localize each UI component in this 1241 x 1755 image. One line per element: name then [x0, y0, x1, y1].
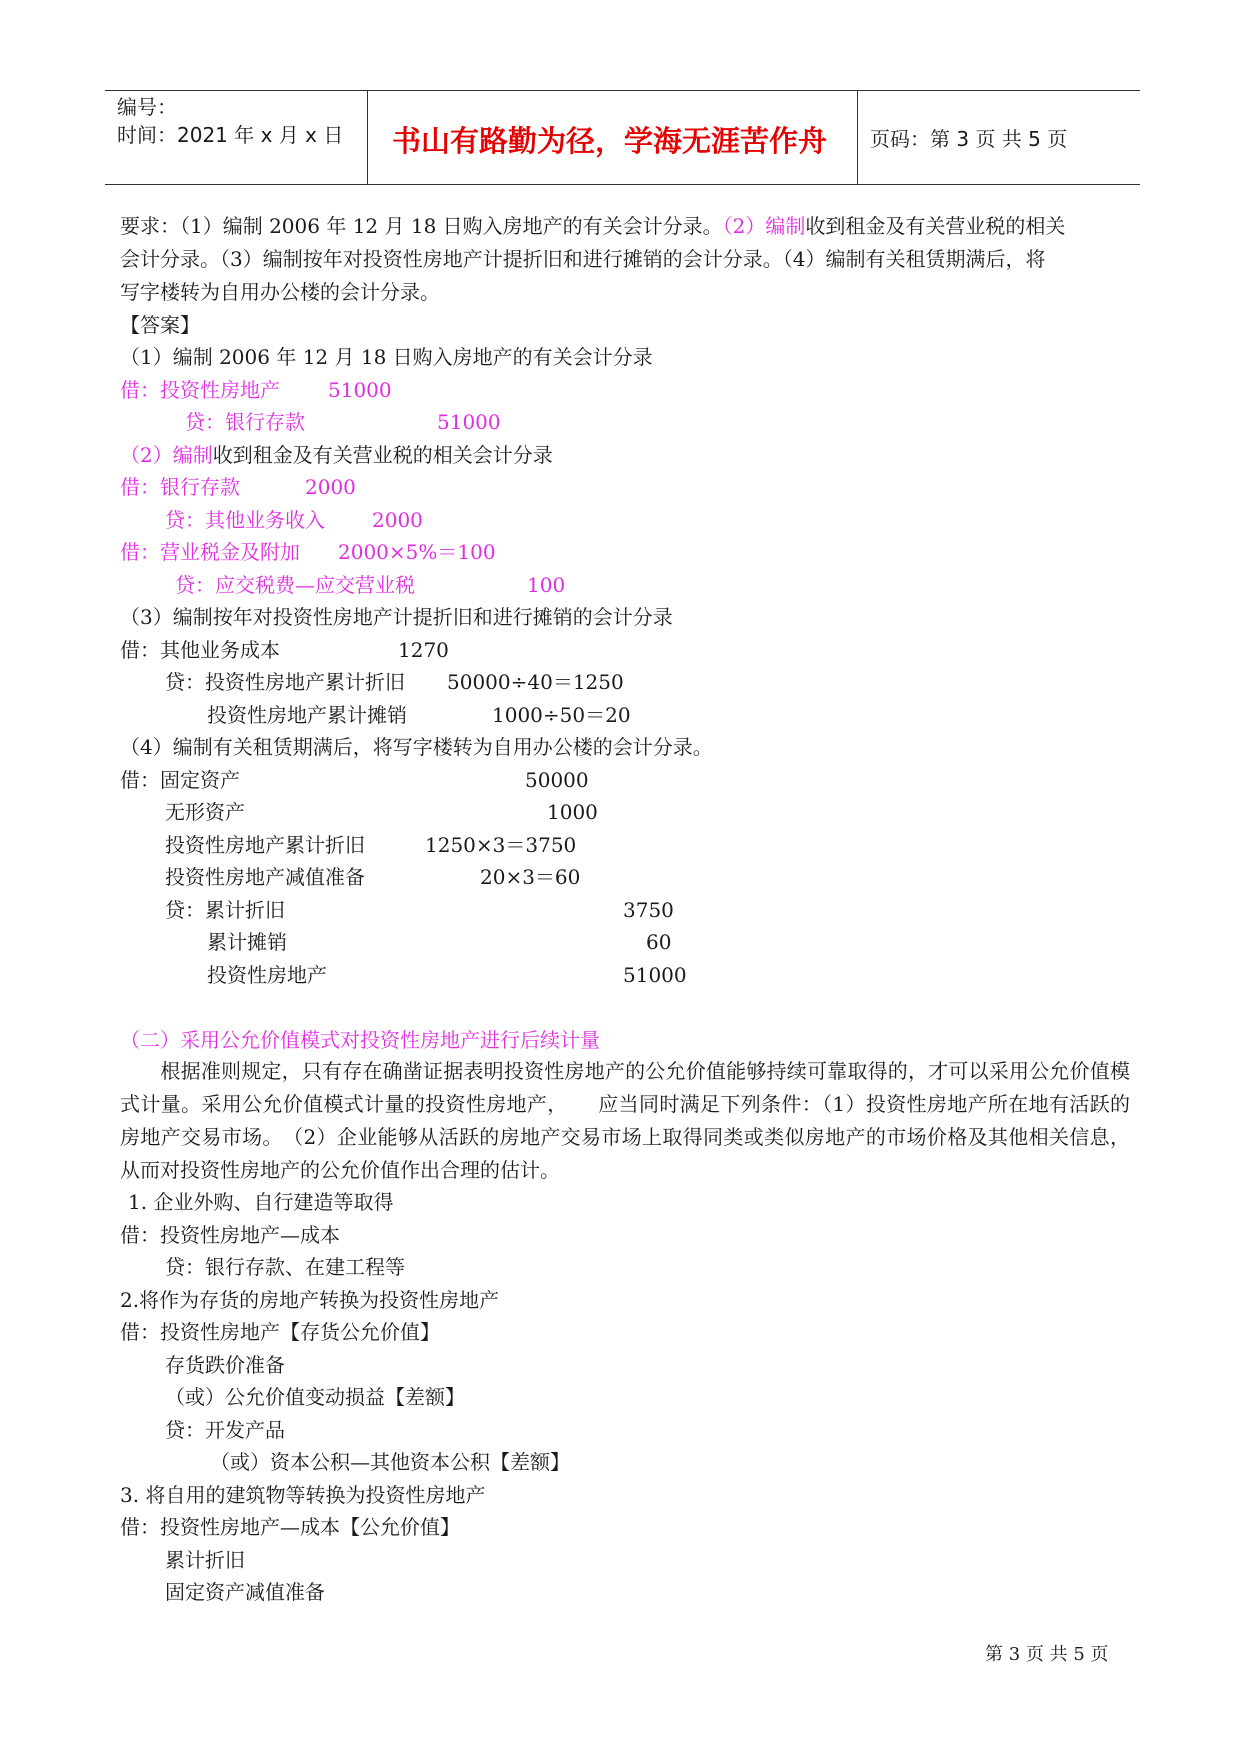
- entry-label: 贷：银行存款、在建工程等: [165, 1255, 405, 1279]
- entry-label: 贷：银行存款: [185, 410, 305, 434]
- entry-value: 60: [646, 930, 672, 954]
- entry-value: 100: [527, 573, 566, 597]
- entry-label: （或）资本公积—其他资本公积【差额】: [210, 1450, 570, 1474]
- requirement-line: 写字楼转为自用办公楼的会计分录。: [120, 280, 440, 304]
- section-title: （3）编制按年对投资性房地产计提折旧和进行摊销的会计分录: [120, 605, 673, 629]
- entry-value: 20×3＝60: [480, 865, 581, 889]
- entry-value: 2000: [305, 475, 356, 499]
- entry-value: 51000: [437, 410, 501, 434]
- entry-label: 固定资产减值准备: [165, 1580, 325, 1604]
- entry-label: 投资性房地产累计折旧: [165, 833, 365, 857]
- fair-value-paragraph: 根据准则规定，只有存在确凿证据表明投资性房地产的公允价值能够持续可靠取得的，才可以采用公允价值模式计量。采用公允价值模式计量的投资性房地产， 应当同时满足下列条件：（1）投资性房地产所在地有活跃的房地产交易市场。 （2）企业能够从活跃的房地产交易市场上取得同类或类似房地产的市场价格及其他相关信息，从而对投资性房地产的公允价值作出合理的估计。: [120, 1059, 1130, 1182]
- entry-value: 1000: [547, 800, 598, 824]
- list-item: 3. 将自用的建筑物等转换为投资性房地产: [120, 1483, 486, 1507]
- entry-value: 51000: [623, 963, 687, 987]
- header-page-number: 页码：第 3 页 共 5 页: [870, 127, 1068, 151]
- entry-label: 借：投资性房地产—成本【公允价值】: [120, 1515, 460, 1539]
- header-motto: 书山有路勤为径，学海无涯苦作舟: [391, 124, 827, 158]
- time-label: 时间：2021 年 x 月 x 日: [117, 123, 344, 147]
- entry-value: 3750: [623, 898, 674, 922]
- section-title: （2）编制收到租金及有关营业税的相关会计分录: [120, 443, 553, 467]
- entry-value: 50000: [525, 768, 589, 792]
- list-item: 2.将作为存货的房地产转换为投资性房地产: [120, 1288, 500, 1312]
- entry-value: 1250×3＝3750: [425, 833, 577, 857]
- entry-label: 借：银行存款: [120, 475, 240, 499]
- section-heading: （二）采用公允价值模式对投资性房地产进行后续计量: [120, 1028, 600, 1052]
- entry-label: 投资性房地产: [207, 963, 327, 987]
- requirement-line: 会计分录。（3）编制按年对投资性房地产计提折旧和进行摊销的会计分录。（4）编制有关租赁期满后，将: [120, 247, 1046, 271]
- header-divider: [857, 91, 858, 184]
- entry-label: 借：固定资产: [120, 768, 240, 792]
- entry-label: 借：营业税金及附加: [120, 540, 300, 564]
- entry-value: 1000÷50＝20: [492, 703, 631, 727]
- entry-value: 1270: [398, 638, 449, 662]
- entry-label: 借：其他业务成本: [120, 638, 280, 662]
- entry-label: 累计摊销: [207, 930, 287, 954]
- answer-heading: 【答案】: [120, 313, 200, 337]
- entry-label: 无形资产: [165, 800, 245, 824]
- entry-value: 51000: [328, 378, 392, 402]
- entry-label: 贷：投资性房地产累计折旧: [165, 670, 405, 694]
- entry-label: 借：投资性房地产—成本: [120, 1223, 340, 1247]
- entry-label: 贷：其他业务收入: [165, 508, 325, 532]
- page-header: [105, 90, 1140, 185]
- list-item: 1. 企业外购、自行建造等取得: [128, 1190, 394, 1214]
- entry-value: 2000×5%＝100: [338, 540, 496, 564]
- section-title: （4）编制有关租赁期满后，将写字楼转为自用办公楼的会计分录。: [120, 735, 713, 759]
- entry-value: 2000: [372, 508, 423, 532]
- entry-label: 存货跌价准备: [165, 1353, 285, 1377]
- entry-label: 贷：应交税费—应交营业税: [175, 573, 415, 597]
- entry-label: 贷：累计折旧: [165, 898, 285, 922]
- entry-label: 借：投资性房地产: [120, 378, 280, 402]
- entry-label: 累计折旧: [165, 1548, 245, 1572]
- section-title: （1）编制 2006 年 12 月 18 日购入房地产的有关会计分录: [120, 345, 653, 369]
- entry-label: 投资性房地产累计摊销: [207, 703, 407, 727]
- serial-number-label: 编号：: [117, 95, 177, 119]
- requirement-line: 要求：（1）编制 2006 年 12 月 18 日购入房地产的有关会计分录。（2）编制收到租金及有关营业税的相关: [120, 214, 1066, 238]
- entry-label: （或）公允价值变动损益【差额】: [165, 1385, 465, 1409]
- header-info: [117, 93, 343, 149]
- entry-label: 贷：开发产品: [165, 1418, 285, 1442]
- page-footer: 第 3 页 共 5 页: [985, 1644, 1109, 1665]
- entry-value: 50000÷40＝1250: [447, 670, 624, 694]
- entry-label: 投资性房地产减值准备: [165, 865, 365, 889]
- entry-label: 借：投资性房地产【存货公允价值】: [120, 1320, 440, 1344]
